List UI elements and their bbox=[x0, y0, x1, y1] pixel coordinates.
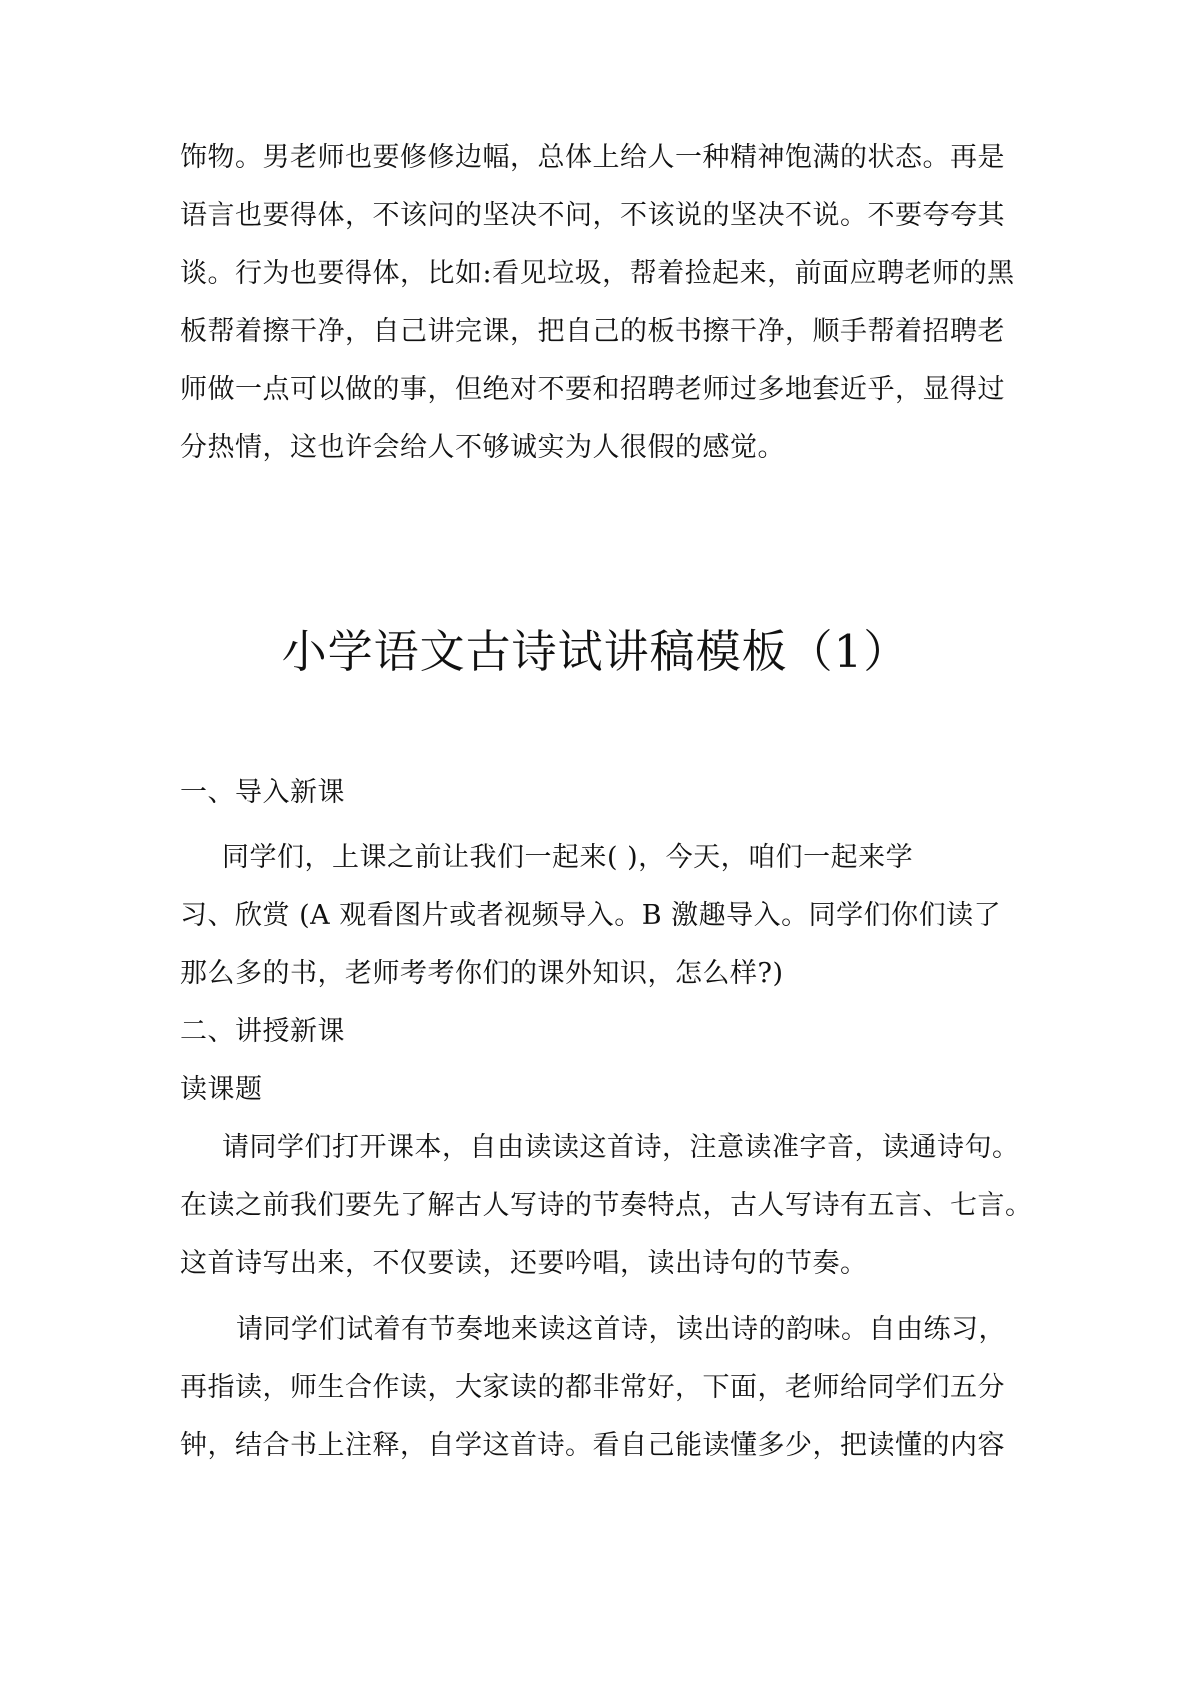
intro-line-2: 语言也要得体，不该问的坚决不问，不该说的坚决不说。不要夸夸其 bbox=[180, 200, 1005, 231]
section1-line-2: 习、欣赏 (A 观看图片或者视频导入。B 激趣导入。同学们你们读了 bbox=[180, 900, 1002, 931]
document-title: 小学语文古诗试讲稿模板（1） bbox=[281, 625, 910, 678]
intro-line-5: 师做一点可以做的事，但绝对不要和招聘老师过多地套近乎，显得过 bbox=[180, 374, 1005, 405]
para2-line-3: 钟，结合书上注释，自学这首诗。看自己能读懂多少，把读懂的内容 bbox=[180, 1430, 1005, 1461]
para2-line-1: 请同学们试着有节奏地来读这首诗，读出诗的韵味。自由练习， bbox=[236, 1314, 1006, 1345]
para1-line-3: 这首诗写出来，不仅要读，还要吟唱，读出诗句的节奏。 bbox=[180, 1248, 868, 1279]
subheading-read-title: 读课题 bbox=[180, 1074, 263, 1105]
intro-line-3: 谈。行为也要得体，比如:看见垃圾，帮着捡起来，前面应聘老师的黑 bbox=[180, 258, 1015, 289]
para2-line-2: 再指读，师生合作读，大家读的都非常好，下面，老师给同学们五分 bbox=[180, 1372, 1005, 1403]
intro-line-1: 饰物。男老师也要修修边幅，总体上给人一种精神饱满的状态。再是 bbox=[180, 142, 1005, 173]
intro-line-4: 板帮着擦干净，自己讲完课，把自己的板书擦干净，顺手帮着招聘老 bbox=[180, 316, 1005, 347]
para1-line-2: 在读之前我们要先了解古人写诗的节奏特点，古人写诗有五言、七言。 bbox=[180, 1190, 1033, 1221]
para1-line-1: 请同学们打开课本，自由读读这首诗，注意读准字音，读通诗句。 bbox=[222, 1132, 1020, 1163]
section1-line-3: 那么多的书，老师考考你们的课外知识，怎么样?) bbox=[180, 958, 784, 989]
intro-line-6: 分热情，这也许会给人不够诚实为人很假的感觉。 bbox=[180, 432, 785, 463]
section1-heading: 一、导入新课 bbox=[180, 777, 345, 808]
section2-heading: 二、讲授新课 bbox=[180, 1016, 345, 1047]
section1-line-1: 同学们，上课之前让我们一起来( )，今天，咱们一起来学 bbox=[222, 842, 914, 873]
